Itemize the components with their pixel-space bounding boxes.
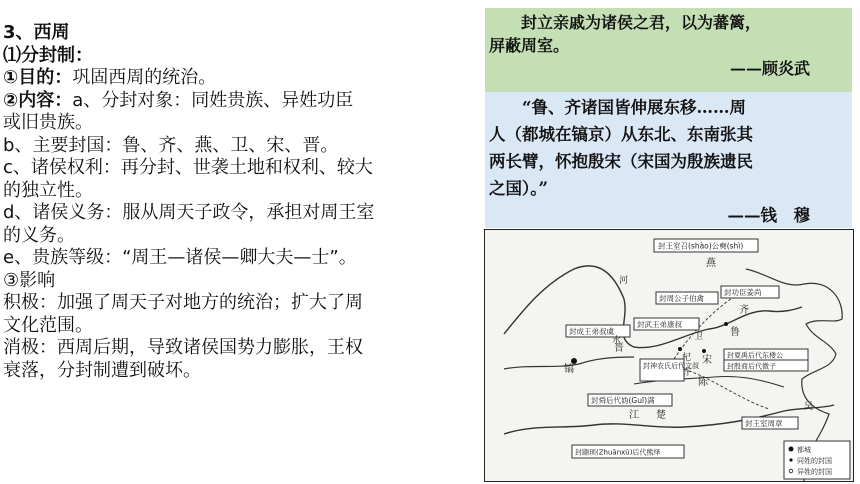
label-taigong: 封功臣姜尚	[724, 288, 762, 297]
d-line-cont: 的义务。	[3, 224, 75, 246]
content-line-cont: 或旧贵族。	[3, 112, 93, 133]
b-line: b、主要封国：鲁、齐、燕、卫、宋、晋。	[3, 134, 339, 156]
quote2-author: ——钱 穆	[727, 206, 810, 225]
quote2-line4: 之国）。”	[489, 179, 548, 198]
legend-same-icon	[789, 458, 792, 461]
negative-line: 消极：西周后期，导致诸侯国势力膨胀，王权	[3, 337, 363, 358]
legend-capital: 都城	[797, 446, 811, 454]
legend-diff: 异姓的封国	[797, 468, 832, 476]
place-he: 河	[619, 276, 629, 286]
legend-capital-icon	[789, 447, 794, 452]
quote1-line1: 封立亲戚为诸侯之君，以为蕃篱，	[521, 13, 762, 32]
sub-heading: ⑴分封制：	[3, 44, 93, 66]
purpose-text: 巩固西周的统治。	[72, 67, 217, 88]
content-label: ②内容：	[3, 89, 73, 111]
section-heading: 3、西周	[3, 22, 70, 43]
place-wei: 卫	[694, 332, 704, 342]
label-weizi: 封殷商后代微子	[727, 362, 776, 371]
quote1-author: ——顾炎武	[729, 59, 810, 78]
label-kangshu: 封武王弟康叔	[637, 320, 682, 329]
place-jin: 晋	[614, 343, 624, 354]
negative-line-cont: 衰落，分封制遭到破坏。	[3, 359, 201, 381]
fief-marker	[724, 322, 728, 326]
quote2-line3: 两长臂，怀抱殷宋（宋国为殷族遗民	[489, 152, 753, 171]
western-zhou-fief-map	[484, 229, 854, 482]
left-text-panel	[3, 22, 473, 382]
quote2-line1: “鲁、齐诸国皆伸展东移……周	[522, 98, 746, 117]
quote-qian-mu	[485, 92, 852, 228]
impact-heading: ③影响	[3, 269, 56, 291]
place-yan: 燕	[706, 258, 716, 269]
fief-marker	[678, 347, 682, 351]
e-line: e、贵族等级：“周王—诸侯—卿大夫—士”。	[3, 247, 357, 268]
c-line: c、诸侯权利：再分封、世袭土地和权利、较大	[3, 157, 373, 178]
label-zhougu: 封王室周章	[745, 419, 783, 428]
quote1-line2: 屏蔽周室。	[489, 36, 570, 55]
place-chu: 楚	[656, 410, 666, 421]
label-shennong: 封神农氏后代文叔	[643, 362, 699, 370]
positive-line: 积极：加强了周天子对地方的统治；扩大了周	[3, 292, 363, 313]
label-shun-hou: 封舜后代妫(Guī)满	[591, 396, 655, 405]
map-legend	[784, 441, 850, 479]
content-text: a、分封对象：同姓贵族、异姓功臣	[72, 89, 354, 111]
place-shu: 水	[612, 336, 622, 346]
place-lu: 鲁	[730, 327, 740, 338]
label-tangshu: 封成王弟叔虞	[569, 327, 614, 336]
fief-marker	[702, 349, 706, 353]
label-zhougongzi: 封周公子伯禽	[659, 294, 704, 303]
legend-same: 同姓的封国	[797, 457, 832, 465]
quote2-line2: 人（都城在镐京）从东北、东南张其	[489, 125, 753, 144]
label-shaogong: 封王室召(shào)公奭(shì)	[658, 241, 744, 251]
place-wu: 吴	[804, 402, 814, 412]
positive-line-cont: 文化范围。	[3, 314, 93, 336]
place-xu: 许	[682, 368, 692, 378]
label-zhuanxu: 封颛顼(Zhuānxū)后代熊绎	[575, 448, 661, 457]
place-song: 宋	[702, 355, 712, 366]
place-qi: 齐	[739, 305, 749, 316]
quote-gu-yanwu	[485, 8, 852, 92]
purpose-label: ①目的：	[3, 67, 73, 88]
label-yu-hou: 封夏禹后代东楼公	[727, 351, 783, 360]
place-hao: 镐	[564, 364, 574, 375]
place-qi2: 杞	[682, 353, 692, 363]
purpose-line	[3, 67, 473, 90]
d-line: d、诸侯义务：服从周天子政令，承担对周王室	[3, 202, 375, 223]
content-line	[3, 90, 473, 113]
place-jiang: 江	[629, 410, 639, 421]
place-chen: 陈	[698, 377, 708, 388]
c-line-cont: 的独立性。	[3, 179, 93, 201]
capital-marker	[571, 358, 577, 364]
